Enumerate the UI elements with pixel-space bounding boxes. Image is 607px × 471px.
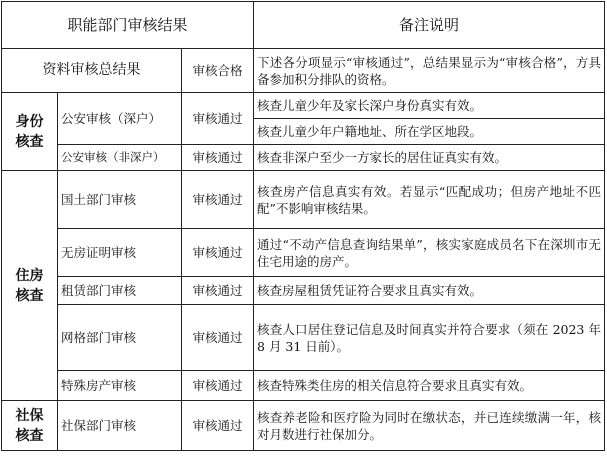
item-name: 社保部门审核 (58, 401, 182, 451)
item-name: 租赁部门审核 (58, 277, 182, 305)
item-name: 特殊房产审核 (58, 371, 182, 401)
item-status: 审核通过 (182, 93, 254, 145)
header-row (2, 2, 605, 49)
item-note: 通过“不动产信息查询结果单”，核实家庭成员名下在深圳市无住宅用途的房产。 (254, 229, 605, 277)
group-label-housing: 住房 核查 (2, 171, 58, 401)
item-note: 核查儿童少年及家长深户身份真实有效。 (254, 93, 605, 119)
result-column-header: 职能部门审核结果 (2, 2, 254, 49)
group-label-social-security: 社保 核查 (2, 401, 58, 451)
summary-label: 资料审核总结果 (2, 49, 182, 93)
item-note: 核查人口居住登记信息及时间真实并符合要求（须在 2023 年 8 月 31 日前）。 (254, 305, 605, 371)
group-label-identity: 身份 核查 (2, 93, 58, 171)
item-note: 核查特殊类住房的相关信息符合要求且真实有效。 (254, 371, 605, 401)
item-status: 审核通过 (182, 371, 254, 401)
table-row (2, 401, 605, 451)
item-note: 核查房产信息真实有效。若显示“匹配成功；但房产地址不匹配”不影响审核结果。 (254, 171, 605, 229)
item-note: 核查儿童少年户籍地址、所在学区地段。 (254, 119, 605, 145)
item-note: 核查养老险和医疗险为同时在缴状态，并已连续缴满一年，核对月数进行社保加分。 (254, 401, 605, 451)
table-row (2, 229, 605, 277)
item-name: 公安审核（非深户） (58, 145, 182, 171)
item-note: 核查房屋租赁凭证符合要求且真实有效。 (254, 277, 605, 305)
item-name: 网格部门审核 (58, 305, 182, 371)
item-note: 核查非深户至少一方家长的居住证真实有效。 (254, 145, 605, 171)
table-row (2, 371, 605, 401)
table-row (2, 305, 605, 371)
item-status: 审核通过 (182, 229, 254, 277)
item-name: 无房证明审核 (58, 229, 182, 277)
summary-status: 审核合格 (182, 49, 254, 93)
item-status: 审核通过 (182, 277, 254, 305)
summary-row (2, 49, 605, 93)
item-status: 审核通过 (182, 305, 254, 371)
summary-note: 下述各分项显示“审核通过”，总结果显示为“审核合格”，方具备参加积分排队的资格。 (254, 49, 605, 93)
item-status: 审核通过 (182, 401, 254, 451)
table-row (2, 277, 605, 305)
note-column-header: 备注说明 (254, 2, 605, 49)
item-name: 公安审核（深户） (58, 93, 182, 145)
item-name: 国土部门审核 (58, 171, 182, 229)
table-row (2, 171, 605, 229)
audit-result-table (1, 1, 605, 451)
item-status: 审核通过 (182, 171, 254, 229)
table-row (2, 93, 605, 119)
table-row (2, 145, 605, 171)
item-status: 审核通过 (182, 145, 254, 171)
